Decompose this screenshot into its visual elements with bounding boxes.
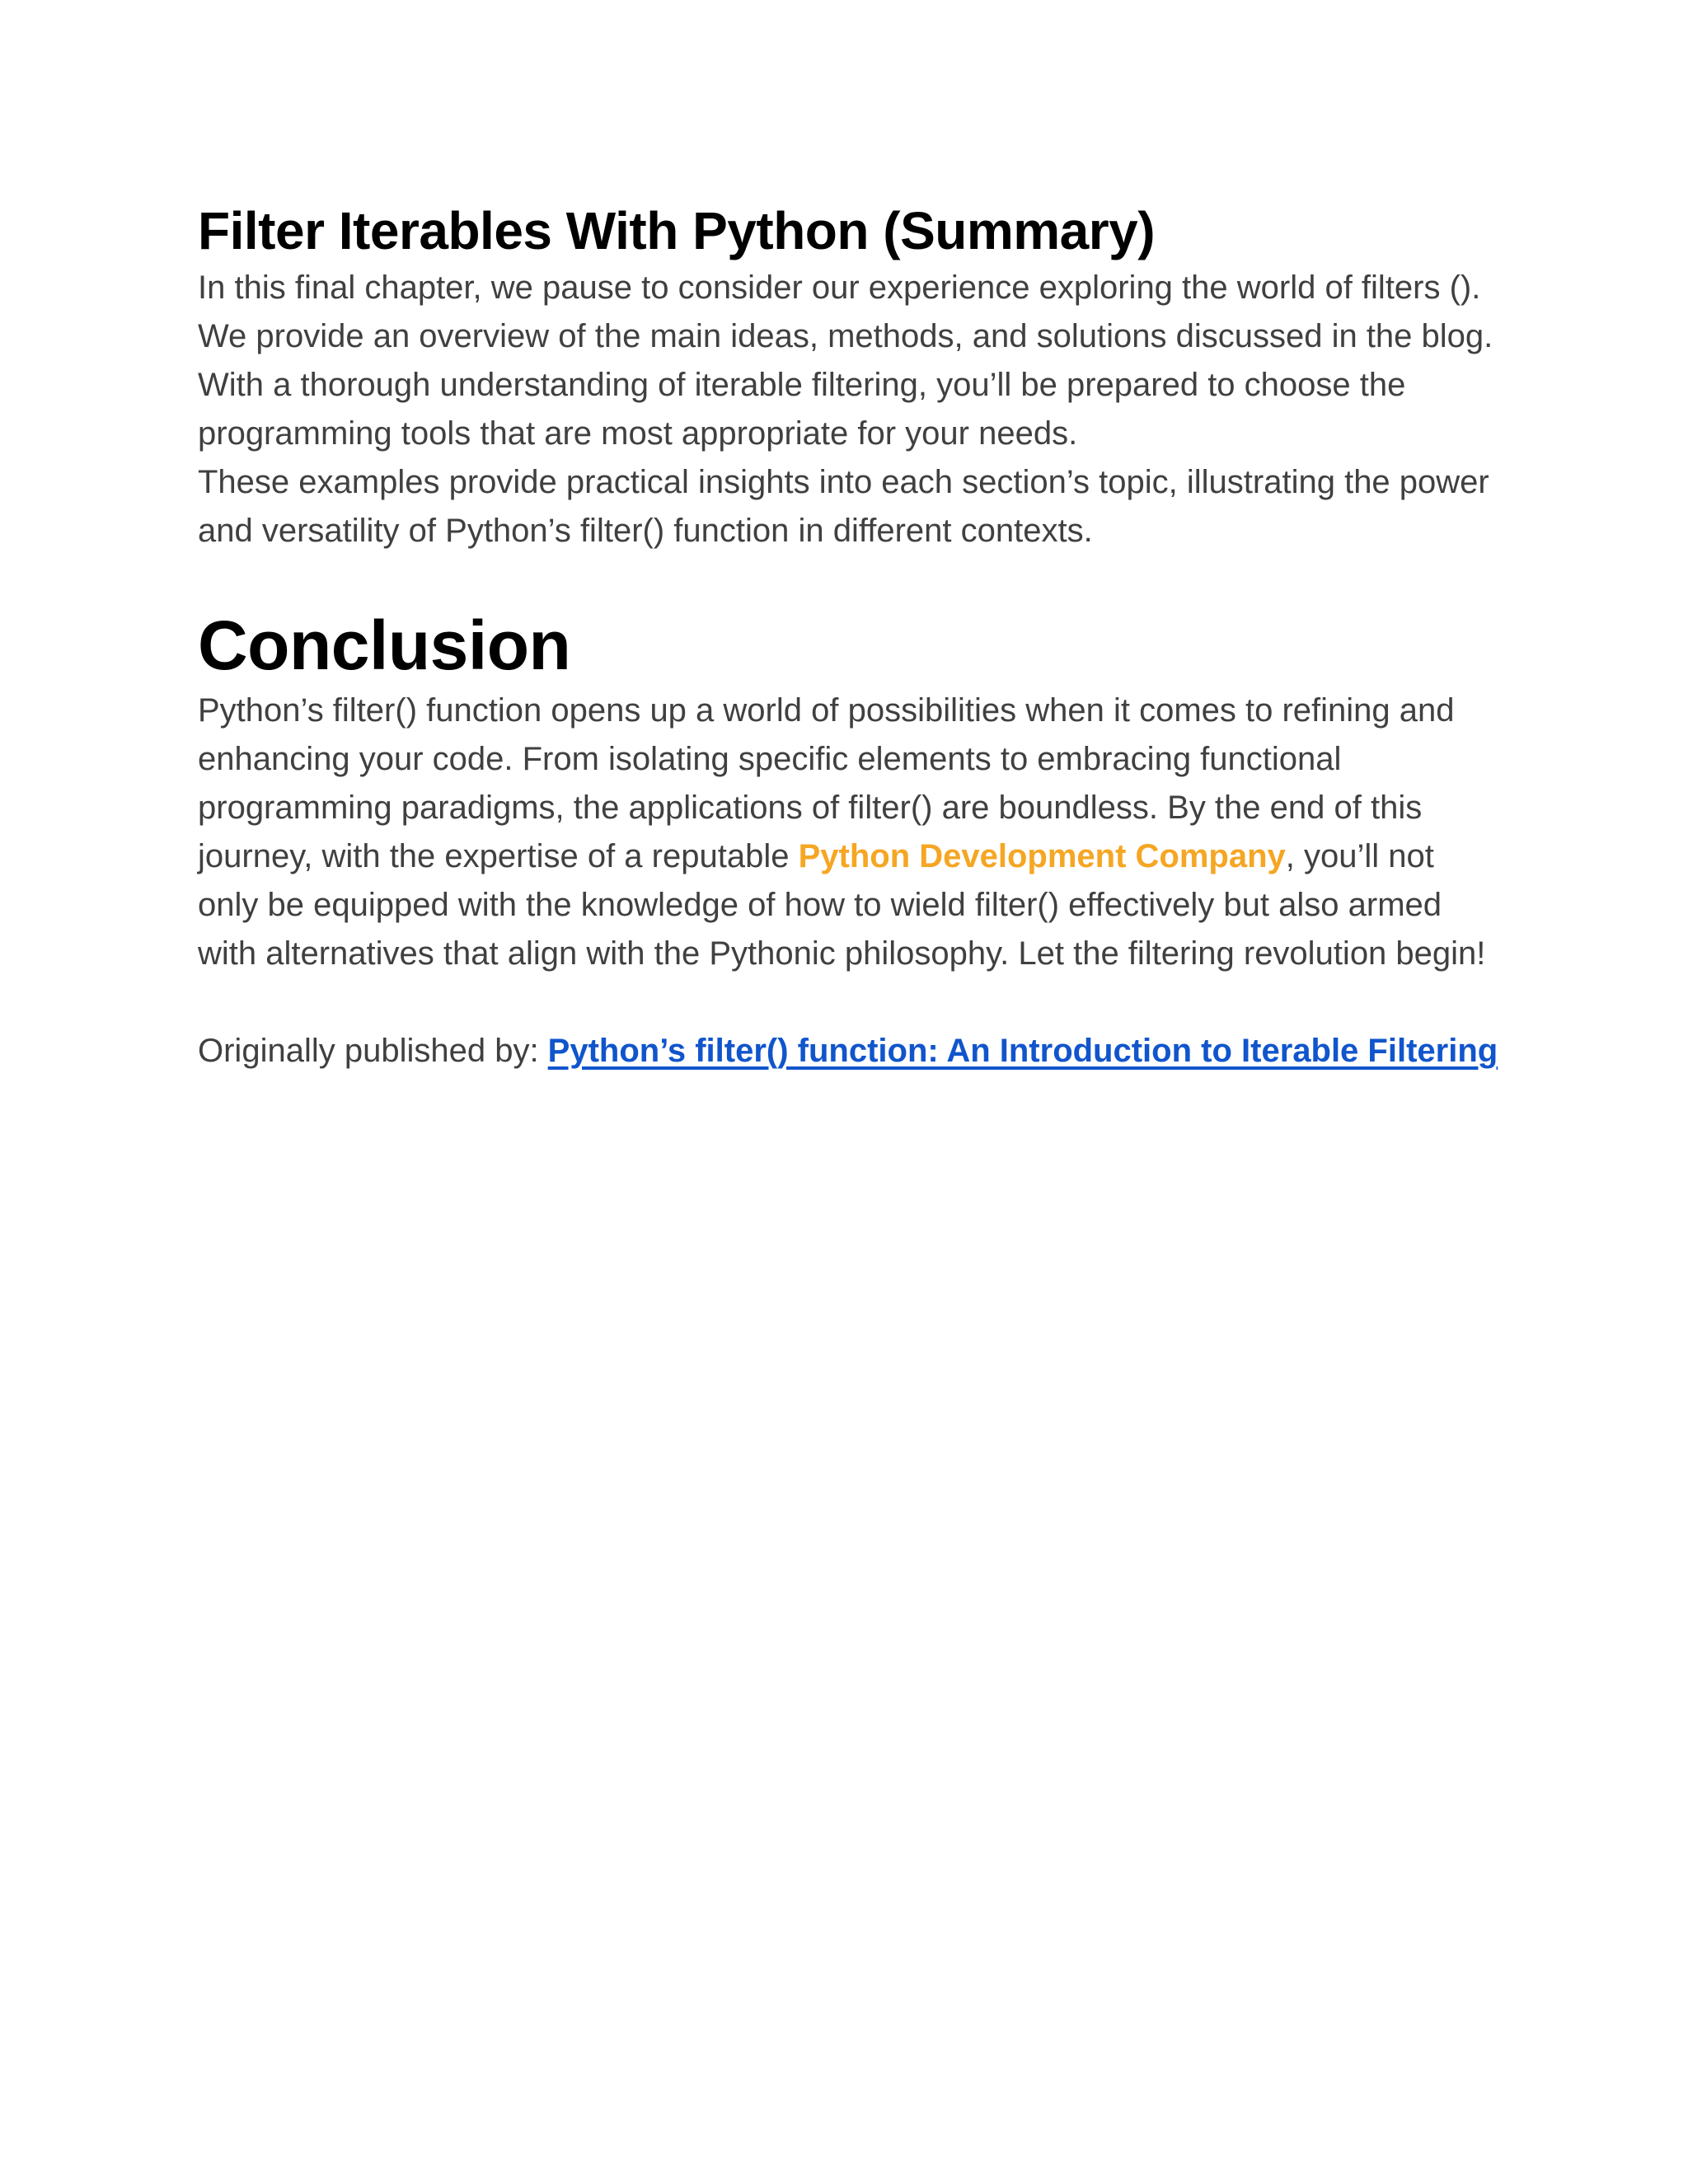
- source-label: Originally published by:: [198, 1033, 548, 1069]
- summary-paragraph-1: In this final chapter, we pause to consider our experience exploring the world of filters (). We provide an overview of the main ideas, methods, and solutions discussed in the blog. With a thorough understanding of iterable filtering, you’ll be prepared to choose the programming tools that are most appropriate for your needs.: [198, 269, 1493, 452]
- conclusion-paragraph: [198, 687, 1500, 978]
- conclusion-text-before-link: Python’s filter() function opens up a world of possibilities when it comes to refining and enhancing your code. From isolating specific elements to embracing functional programming paradigms, the applications of filter() are boundless. By the end of this journey, with the expertise of a reputable: [198, 692, 1455, 874]
- source-line: [198, 1027, 1500, 1076]
- source-article-link[interactable]: Python’s filter() function: An Introduction to Iterable Filtering: [547, 1033, 1498, 1069]
- conclusion-text-after-link: , you’ll not only be equipped with the knowledge of how to wield filter() effectively but also armed with alternatives that align with the Pythonic philosophy. Let the filtering revolution begin!: [198, 838, 1486, 972]
- summary-heading: Filter Iterables With Python (Summary): [198, 201, 1156, 260]
- conclusion-heading: Conclusion: [198, 607, 571, 684]
- source-spacer: [198, 978, 1500, 1027]
- document-page: [198, 198, 1500, 1076]
- section-spacer: [198, 555, 1500, 604]
- summary-paragraph-2: These examples provide practical insights into each section’s topic, illustrating the power and versatility of Python’s filter() function in different contexts.: [198, 464, 1489, 549]
- python-development-company-link[interactable]: Python Development Company: [798, 838, 1286, 874]
